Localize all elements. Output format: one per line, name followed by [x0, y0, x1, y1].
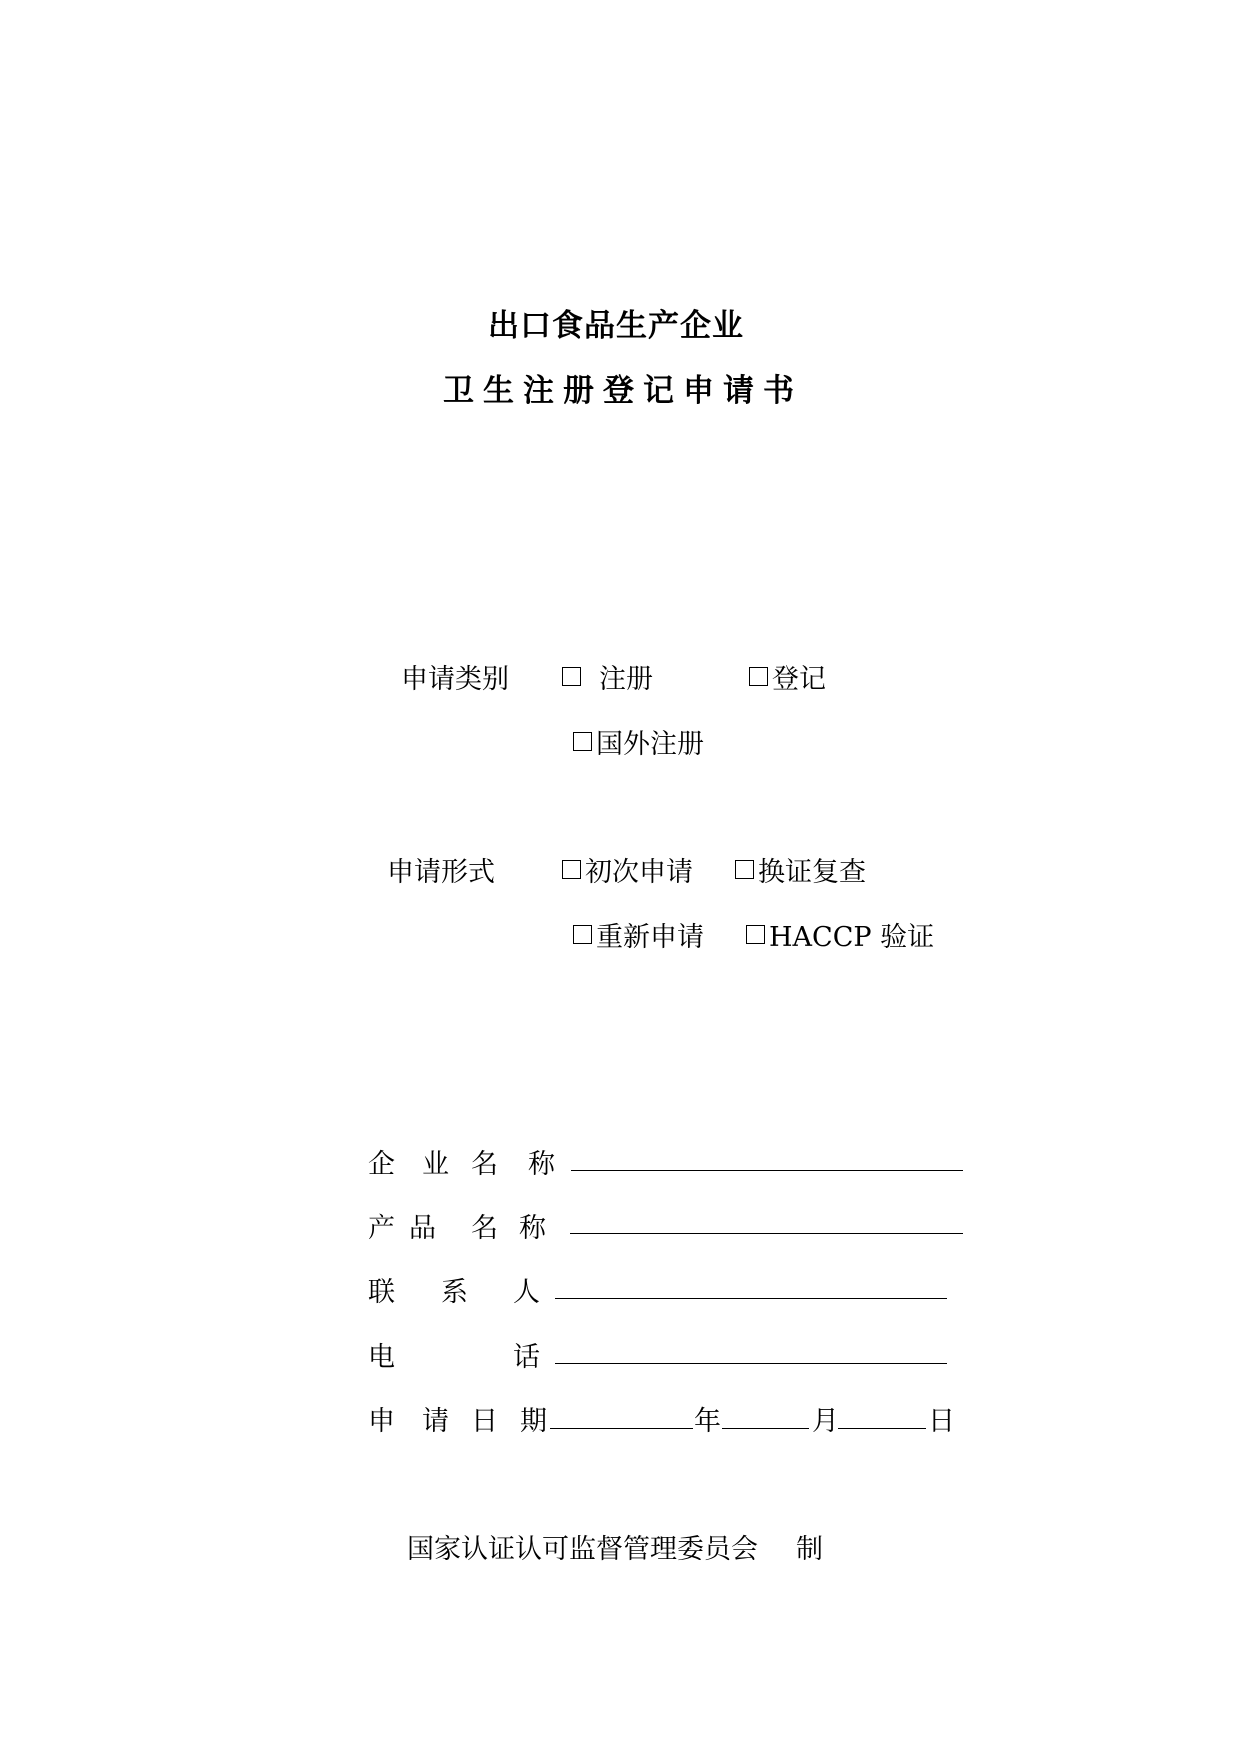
company-name-field[interactable] — [571, 1170, 963, 1171]
phone-field[interactable] — [555, 1363, 947, 1364]
checkbox-reapplication[interactable] — [573, 925, 592, 944]
option-foreign-register[interactable] — [573, 722, 704, 761]
option-reapplication-label: 重新申请 — [596, 922, 704, 953]
year-field[interactable] — [550, 1428, 693, 1429]
application-date-label: 申 请 日 期 — [368, 1406, 547, 1437]
issuer-name: 国家认证认可监督管理委员会 — [407, 1534, 758, 1565]
option-foreign-register-label: 国外注册 — [596, 729, 704, 760]
checkbox-record[interactable] — [749, 667, 768, 686]
application-form-label: 申请形式 — [387, 857, 495, 888]
contact-label: 联 系 人 — [368, 1277, 540, 1308]
issuer-suffix: 制 — [796, 1534, 823, 1565]
contact-field[interactable] — [555, 1298, 947, 1299]
option-record-label: 登记 — [772, 664, 826, 695]
option-renewal-review[interactable] — [735, 850, 866, 889]
option-haccp-verification[interactable] — [746, 915, 934, 954]
checkbox-first-application[interactable] — [562, 860, 581, 879]
document-title: 出口食品生产企业 — [488, 308, 744, 344]
option-renewal-review-label: 换证复查 — [758, 857, 866, 888]
product-name-field[interactable] — [570, 1233, 963, 1234]
month-field[interactable] — [722, 1428, 809, 1429]
application-category-label: 申请类别 — [401, 664, 509, 695]
product-name-label: 产 品 名 称 — [368, 1213, 546, 1244]
checkbox-foreign-register[interactable] — [573, 732, 592, 751]
option-first-application-label: 初次申请 — [585, 857, 693, 888]
checkbox-renewal-review[interactable] — [735, 860, 754, 879]
year-label: 年 — [694, 1406, 721, 1437]
option-register-label: 注册 — [599, 664, 653, 695]
day-label: 日 — [928, 1406, 955, 1437]
checkbox-haccp-verification[interactable] — [746, 925, 765, 944]
day-field[interactable] — [838, 1428, 926, 1429]
option-haccp-verification-label: HACCP 验证 — [769, 922, 935, 953]
company-name-label: 企 业 名 称 — [368, 1149, 555, 1180]
month-label: 月 — [812, 1406, 839, 1437]
document-subtitle: 卫生注册登记申请书 — [443, 373, 803, 409]
checkbox-register[interactable] — [562, 667, 581, 686]
option-first-application[interactable] — [562, 850, 693, 889]
option-register[interactable] — [562, 657, 653, 696]
option-reapplication[interactable] — [573, 915, 704, 954]
phone-label: 电 话 — [368, 1342, 540, 1373]
option-record[interactable] — [749, 657, 826, 696]
